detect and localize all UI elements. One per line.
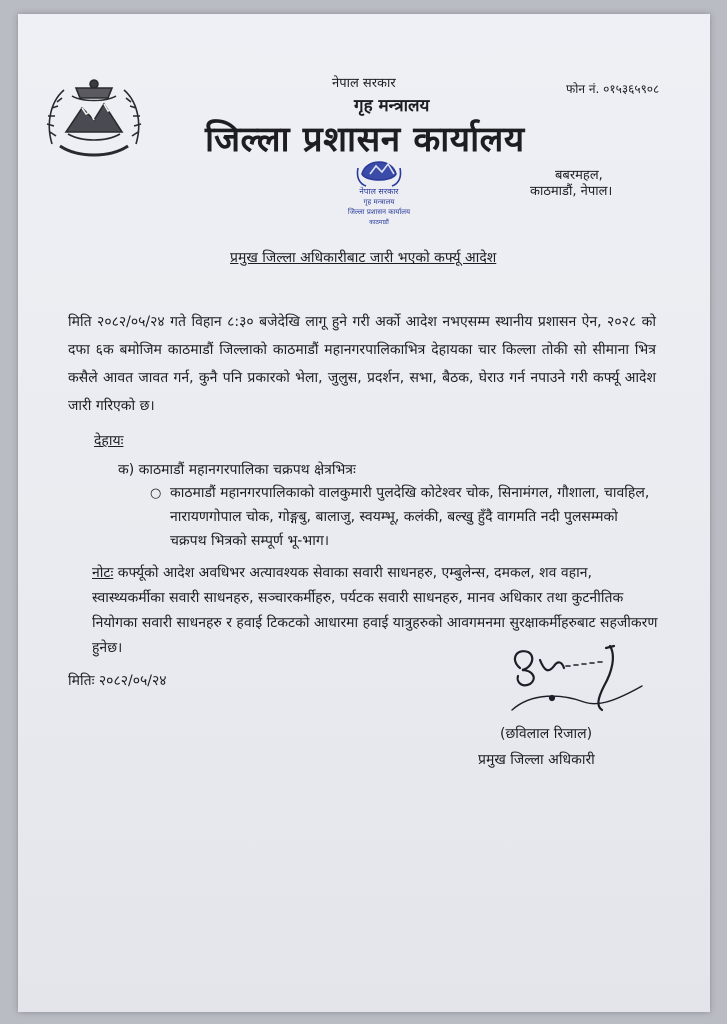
note-label: नोटः	[92, 565, 114, 581]
government-name: नेपाल सरकार	[332, 76, 396, 91]
seal-line-3: जिल्ला प्रशासन कार्यालय	[347, 208, 411, 216]
document-subject: प्रमुख जिल्ला अधिकारीबाट जारी भएको कर्फ्यू आदेश	[230, 250, 497, 266]
office-seal-icon	[336, 148, 422, 234]
issue-date: मितिः २०८२/०५/२४	[68, 673, 167, 689]
seal-line-4: काठमाडौं	[369, 219, 389, 226]
signatory-designation: प्रमुख जिल्ला अधिकारी	[478, 752, 595, 768]
address-line-1: बबरमहल,	[555, 168, 603, 183]
details-label: देहायः	[94, 433, 124, 449]
boundary-description: काठमाडौं महानगरपालिकाको वालकुमारी पुलदेखि कोटेश्वर चोक, सिनामंगल, गौशाला, चावहिल, नारायणगोपाल चोक, गोङ्गबु, बालाजु, स्वयम्भू, कलंकी, बल्खु हुँदै वागमति नदी पुलसम्मको चक्रपथ भित्रको सम्पूर्ण भू-भाग।	[170, 485, 650, 549]
list-item-a: क) काठमाडौं महानगरपालिका चक्रपथ क्षेत्रभित्रः	[118, 462, 356, 478]
seal-line-1: नेपाल सरकार	[359, 187, 399, 196]
signatory-name: (छविलाल रिजाल)	[500, 726, 593, 742]
nepal-emblem-icon	[42, 74, 146, 166]
note-text: कर्फ्यूको आदेश अवधिभर अत्यावश्यक सेवाका सवारी साधनहरु, एम्बुलेन्स, दमकल, शव वहान, स्वास्थ्यकर्मीका सवारी साधनहरु, सञ्चारकर्मीहरु, पर्यटक सवारी साधनहरु, मानव अधिकार तथा कुटनीतिक नियोगका सवारी साधनहरु र हवाई टिकटको आधारमा हवाई यात्रुहरुको आवगमनमा सुरक्षाकर्मीहरुबाट सहजीकरण हुनेछ।	[92, 565, 658, 656]
handwritten-signature	[492, 640, 662, 720]
address-line-2: काठमाडौं, नेपाल।	[530, 184, 613, 199]
phone-number: फोन नं. ०१५३६५९०८	[566, 82, 660, 96]
ministry-name: गृह मन्त्रालय	[354, 96, 430, 116]
seal-line-2: गृह मन्त्रालय	[363, 198, 395, 206]
office-title: जिल्ला प्रशासन कार्यालय	[205, 120, 525, 160]
order-body: मिति २०८२/०५/२४ गते विहान ८:३० बजेदेखि लागू हुने गरी अर्को आदेश नभएसम्म स्थानीय प्रशासन ऐन, २०२८ को दफा ६क बमोजिम काठमाडौं जिल्लाको काठमाडौं महानगरपालिकाभित्र देहायका चार किल्ला तोकी सो सीमाना भित्र कसैले आवत जावत गर्न, कुनै पनि प्रकारको भेला, जुलुस, प्रदर्शन, सभा, बैठक, घेराउ गर्न नपाउने गरी कर्फ्यू आदेश जारी गरिएको छ।	[68, 314, 656, 414]
bullet-marker: ○	[150, 486, 162, 501]
